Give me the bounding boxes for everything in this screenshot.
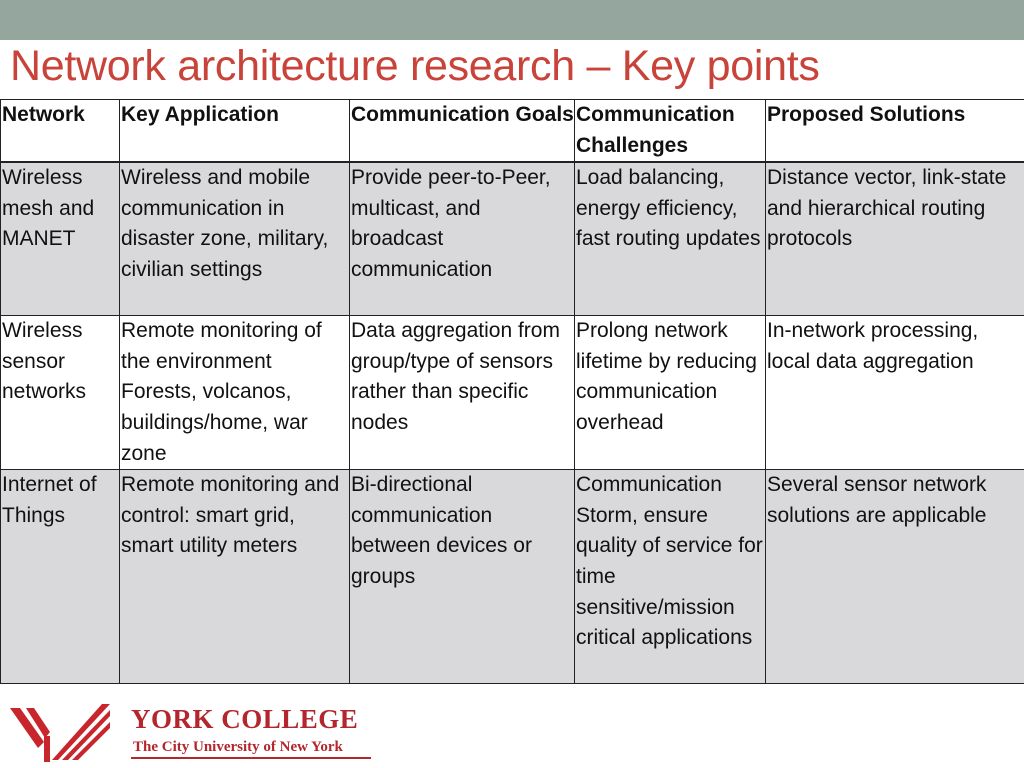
table-row: [1, 316, 1024, 470]
cell-communication-challenges: Communication Storm, ensure quality of service for time sensitive/mission critical applications: [575, 470, 766, 684]
cell-proposed-solutions: Several sensor network solutions are applicable: [766, 470, 1024, 684]
header-key-application: Key Application: [120, 100, 350, 163]
table-row: [1, 162, 1024, 316]
key-points-table: [0, 99, 1024, 684]
header-network: Network: [1, 100, 120, 163]
cell-proposed-solutions: In-network processing, local data aggregation: [766, 316, 1024, 470]
cell-proposed-solutions: Distance vector, link-state and hierarchical routing protocols: [766, 162, 1024, 316]
cell-key-application: Wireless and mobile communication in disaster zone, military, civilian settings: [120, 162, 350, 316]
college-name: YORK COLLEGE: [131, 704, 359, 734]
cell-communication-challenges: Load balancing, energy efficiency, fast routing updates: [575, 162, 766, 316]
slide-title: Network architecture research – Key points: [10, 42, 820, 90]
cell-network: Wireless sensor networks: [1, 316, 120, 470]
cell-key-application: Remote monitoring of the environment Forests, volcanos, buildings/home, war zone: [120, 316, 350, 470]
cell-communication-challenges: Prolong network lifetime by reducing communication overhead: [575, 316, 766, 470]
cell-key-application: Remote monitoring and control: smart grid, smart utility meters: [120, 470, 350, 684]
cell-communication-goals: Bi-directional communication between devices or groups: [350, 470, 575, 684]
header-communication-challenges: Communication Challenges: [575, 100, 766, 163]
header-proposed-solutions: Proposed Solutions: [766, 100, 1024, 163]
cell-communication-goals: Provide peer-to-Peer, multicast, and broadcast communication: [350, 162, 575, 316]
header-communication-goals: Communication Goals: [350, 100, 575, 163]
york-college-logo-icon: [10, 702, 110, 764]
college-underline: [131, 757, 371, 759]
table-row: [1, 470, 1024, 684]
cell-network: Internet of Things: [1, 470, 120, 684]
cell-communication-goals: Data aggregation from group/type of sensors rather than specific nodes: [350, 316, 575, 470]
slide-top-bar: [0, 0, 1024, 40]
cell-network: Wireless mesh and MANET: [1, 162, 120, 316]
table-header-row: [1, 100, 1024, 163]
college-subtitle: The City University of New York: [133, 739, 343, 755]
